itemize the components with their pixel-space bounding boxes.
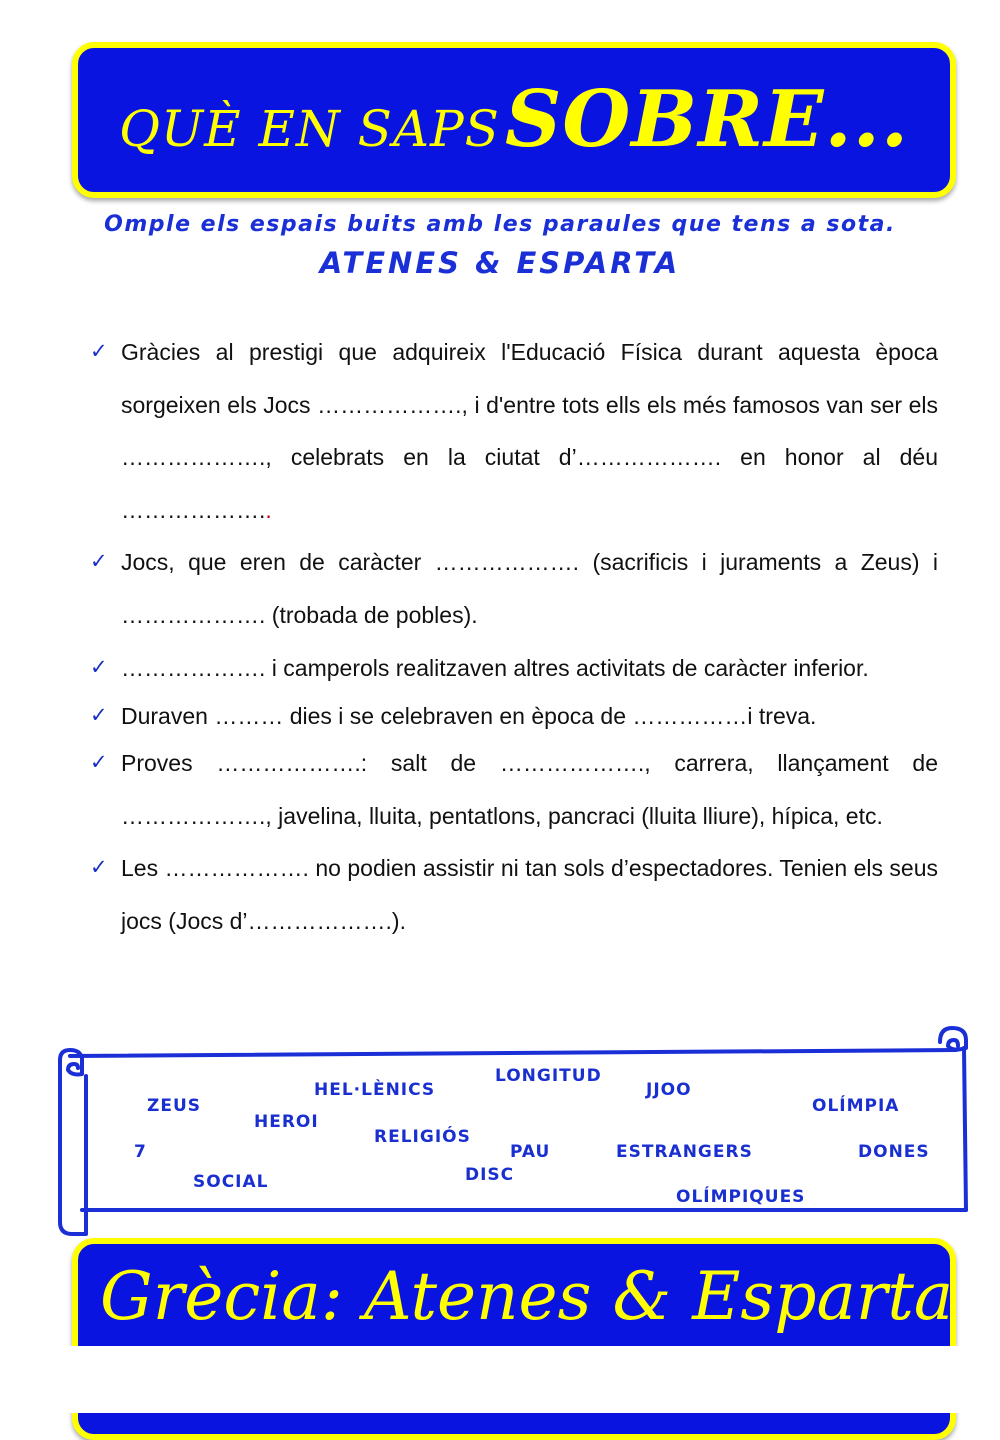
- word-bank-word: PAU: [510, 1142, 551, 1162]
- exercise-item: [90, 693, 938, 739]
- exercise-list: [90, 326, 938, 947]
- checkmark-icon: ✓: [90, 856, 108, 879]
- checkmark-icon: ✓: [90, 340, 108, 363]
- word-bank-word: JJOO: [646, 1080, 692, 1100]
- instruction-text: Omple els espais buits amb les paraules que tens a sota.: [104, 212, 896, 237]
- word-bank-scroll: [56, 1024, 970, 1244]
- word-bank-word: ZEUS: [147, 1096, 201, 1116]
- word-bank-word: OLÍMPIQUES: [676, 1187, 806, 1207]
- word-bank-word: HEL·LÈNICS: [314, 1080, 436, 1100]
- title-part-2: SOBRE...: [505, 74, 909, 165]
- scroll-outline: [56, 1024, 970, 1244]
- exercise-item: [90, 737, 938, 842]
- exercise-item: [90, 536, 938, 641]
- exercise-item: [90, 842, 938, 947]
- title-banner: [72, 42, 956, 198]
- exercise-text: ………………. i camperols realitzaven altres activitats de caràcter inferior.: [121, 655, 869, 681]
- word-bank-word: ESTRANGERS: [616, 1142, 753, 1162]
- footer-title: Grècia: Atenes & Esparta: [100, 1258, 954, 1335]
- exercise-item: [90, 326, 938, 536]
- checkmark-icon: ✓: [90, 751, 108, 774]
- exercise-text: Jocs, que eren de caràcter ………………. (sacrificis i juraments a Zeus) i ………………. (trobada de pobles).: [121, 549, 938, 628]
- word-bank-word: OLÍMPIA: [812, 1096, 900, 1116]
- exercise-item: [90, 643, 938, 693]
- word-bank-word: LONGITUD: [495, 1066, 602, 1086]
- exercise-text: Gràcies al prestigi que adquireix l'Educació Física durant aquesta època sorgeixen els Jocs ………………., i d'entre tots ells els més famosos van ser els ………………., celebrats en la ciutat d’………………. en honor al déu ……………….: [121, 339, 938, 523]
- word-bank-word: 7: [134, 1142, 147, 1162]
- word-bank-word: HEROI: [254, 1112, 319, 1132]
- page-bottom-margin: [0, 1346, 1000, 1413]
- word-bank-word: RELIGIÓS: [374, 1127, 471, 1147]
- exercise-text: Duraven ……… dies i se celebraven en època de ……………i treva.: [121, 703, 817, 729]
- word-bank-word: DISC: [465, 1165, 515, 1185]
- checkmark-icon: ✓: [90, 656, 108, 679]
- checkmark-icon: ✓: [90, 550, 108, 573]
- word-bank-word: SOCIAL: [193, 1172, 269, 1192]
- exercise-text: Proves ……………….: salt de ………………., carrera, llançament de ………………., javelina, lluita, pentatlons, pancraci (lluita lliure), hípica, etc.: [121, 750, 938, 829]
- exercise-text: Les ………………. no podien assistir ni tan sols d’espectadores. Tenien els seus jocs (Jocs d’……………….).: [121, 855, 938, 934]
- page-title: [78, 74, 950, 165]
- word-bank-word: DONES: [858, 1142, 930, 1162]
- red-dot: .: [265, 496, 272, 523]
- checkmark-icon: ✓: [90, 704, 108, 727]
- title-part-1: QUÈ EN SAPS: [119, 100, 500, 158]
- topic-heading: ATENES & ESPARTA: [319, 246, 681, 280]
